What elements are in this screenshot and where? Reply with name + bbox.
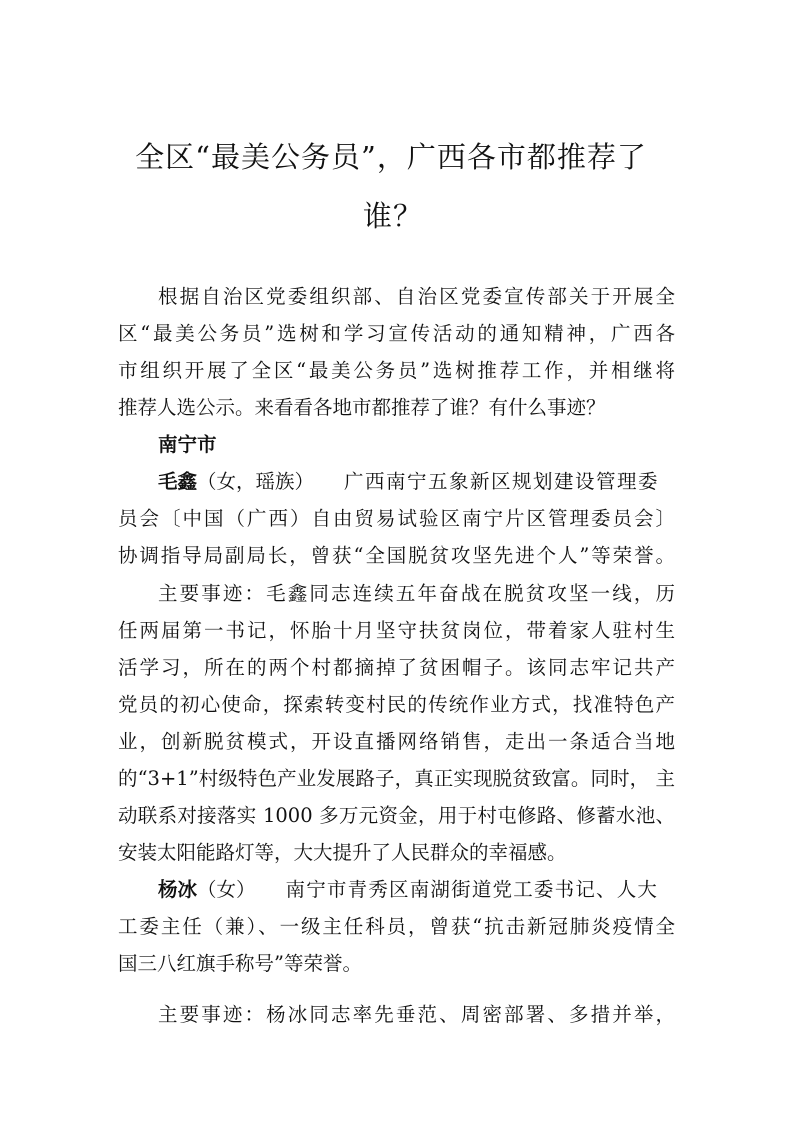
intro-line: 区“最美公务员”选树和学习宣传活动的通知精神，广西各 [118, 322, 675, 345]
intro-line: 市组织开展了全区“最美公务员”选树推荐工作，并相继将 [118, 359, 675, 382]
deeds-line: 任两届第一书记，怀胎十月坚守扶贫岗位，带着家人驻村生 [118, 619, 675, 642]
person-name: 毛鑫 [158, 470, 198, 493]
document-title-line-2: 谁？ [362, 199, 423, 233]
section-heading-city: 南宁市 [158, 433, 217, 456]
person-position: 南宁市青秀区南湖街道党工委书记、人大 [285, 878, 659, 901]
deeds-line: 主要事迹：杨冰同志率先垂范、周密部署、多措并举， [158, 1003, 675, 1026]
deeds-line: 党员的初心使命，探索转变村民的传统作业方式，找准特色产 [118, 693, 675, 716]
intro-line: 根据自治区党委组织部、自治区党委宣传部关于开展全 [158, 285, 675, 308]
person-position-line: 员会〔中国（广西）自由贸易试验区南宁片区管理委员会〕 [118, 507, 675, 530]
person-position-line: 国三八红旗手称号”等荣誉。 [118, 952, 362, 975]
person-position: 广西南宁五象新区规划建设管理委 [344, 470, 660, 493]
person-position-line: 协调指导局副局长，曾获“全国脱贫攻坚先进个人”等荣誉。 [118, 544, 675, 567]
deeds-line: 动联系对接落实 1000 多万元资金，用于村屯修路、修蓄水池、 [118, 804, 675, 827]
deeds-line: 业，创新脱贫模式，开设直播网络销售，走出一条适合当地 [118, 730, 675, 753]
deeds-line: 活学习，所在的两个村都摘掉了贫困帽子。该同志牢记共产 [118, 656, 675, 679]
deeds-line: 的“3+1”村级特色产业发展路子，真正实现脱贫致富。同时， 主 [118, 767, 675, 790]
deeds-line: 安装太阳能路灯等，大大提升了人民群众的幸福感。 [118, 841, 567, 864]
deeds-line: 主要事迹：毛鑫同志连续五年奋战在脱贫攻坚一线，历 [158, 582, 675, 605]
document-title-line-1: 全区“最美公务员”，广西各市都推荐了 [135, 140, 647, 174]
person-attributes: （女，瑶族） [197, 470, 315, 493]
person-header [158, 876, 675, 904]
person-position-line: 工委主任（兼）、一级主任科员，曾获“抗击新冠肺炎疫情全 [118, 915, 675, 938]
intro-line: 推荐人选公示。来看看各地市都推荐了谁？有什么事迹？ [118, 396, 606, 419]
person-header [158, 468, 675, 496]
person-attributes: （女） [197, 878, 256, 901]
person-name: 杨冰 [158, 878, 198, 901]
